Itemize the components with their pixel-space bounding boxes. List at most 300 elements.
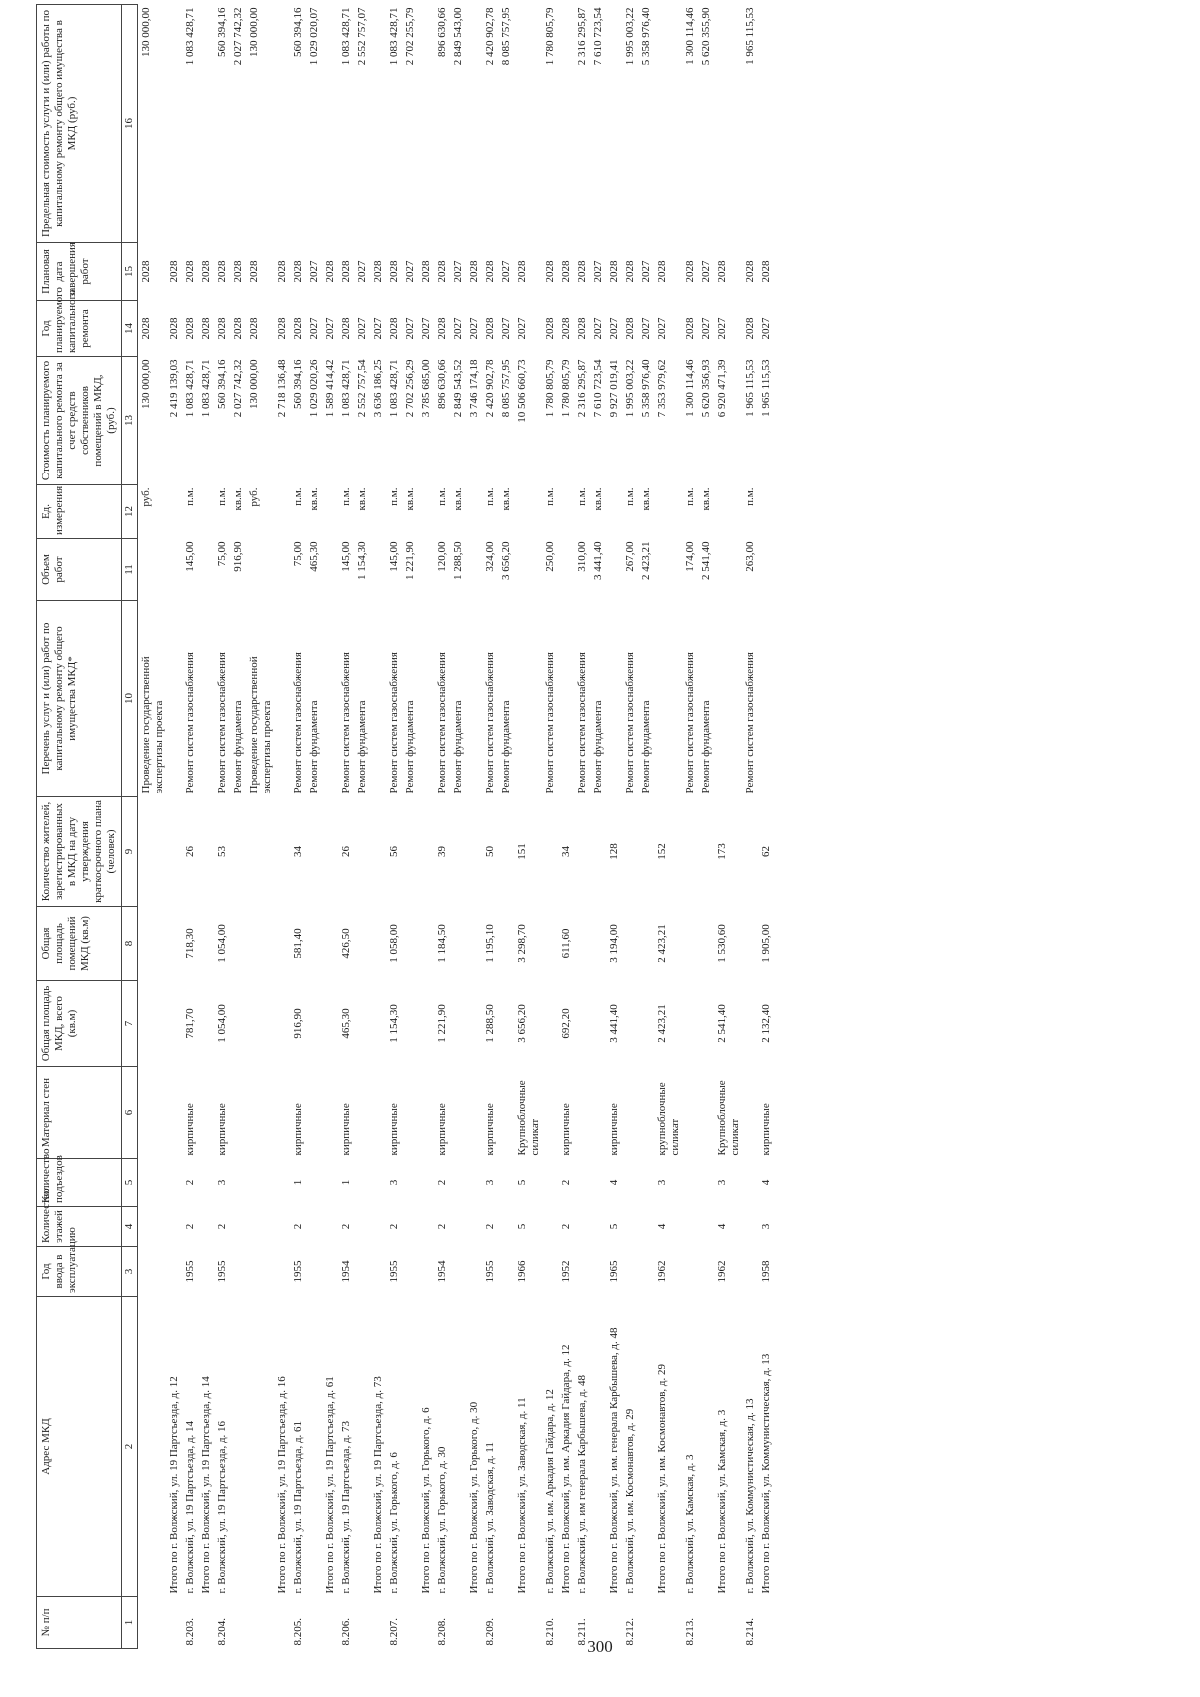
table-cell (699, 1297, 715, 1597)
table-cell: Ремонт систем газоснабжения (216, 652, 228, 794)
table-cell (323, 5, 339, 243)
table-cell (715, 1597, 743, 1649)
table-cell (543, 981, 559, 1067)
table-cell (355, 1247, 371, 1297)
table-cell (355, 981, 371, 1067)
table-cell (307, 1067, 323, 1159)
table-cell: 2027 (452, 317, 464, 340)
table-cell (743, 1207, 759, 1247)
table-cell (467, 1247, 483, 1297)
table-cell (275, 5, 291, 243)
table-cell: 2 423,21 (640, 541, 652, 580)
table-cell: 1 905,00 (760, 924, 772, 963)
table-cell: п.м. (684, 487, 696, 506)
table-cell: г. Волжский, ул. 19 Партсъезда, д. 61 (292, 1420, 304, 1594)
table-cell (231, 907, 247, 981)
table-cell: кв.м. (700, 487, 712, 511)
table-cell (419, 907, 435, 981)
table-row (543, 5, 559, 1649)
table-cell (467, 981, 483, 1067)
table-cell: руб. (140, 487, 152, 507)
table-cell: Итого по г. Волжский, ул. им. генерала Карбышева, д. 48 (608, 1327, 620, 1594)
table-cell: Крупноблочные силикат (516, 1080, 541, 1156)
table-cell: 2 (436, 1223, 448, 1230)
table-cell: 1 083 428,71 (340, 7, 352, 66)
table-cell: 5 (516, 1223, 528, 1230)
table-cell: 145,00 (340, 541, 352, 572)
table-cell (167, 1597, 183, 1649)
table-cell: 8.214. (744, 1618, 756, 1646)
table-cell: 2027 (716, 317, 728, 340)
table-cell (323, 1159, 339, 1207)
table-cell (759, 485, 775, 539)
table-cell (575, 1067, 591, 1159)
table-cell: кв.м. (404, 487, 416, 511)
table-cell: кв.м. (640, 487, 652, 511)
table-cell (591, 907, 607, 981)
table-cell: Ремонт систем газоснабжения (576, 652, 588, 794)
table-row (199, 5, 215, 1649)
table-cell (655, 485, 683, 539)
table-cell: Ремонт систем газоснабжения (744, 652, 756, 794)
table-row (451, 5, 467, 1649)
table-cell (275, 907, 291, 981)
table-cell: Итого по г. Волжский, ул. Заводская, д. 11 (516, 1397, 528, 1594)
header-cell: Год планируемого капитального ремонта (37, 301, 122, 357)
table-row (683, 5, 699, 1649)
table-cell: 3 (484, 1179, 496, 1186)
table-cell: 4 (760, 1179, 772, 1186)
table-row (167, 5, 183, 1649)
table-cell: 128 (608, 843, 620, 860)
header-row (37, 5, 122, 1649)
table-cell: 560 394,16 (216, 7, 228, 57)
table-cell: Итого по г. Волжский, ул. Камская, д. 3 (716, 1409, 728, 1594)
table-cell: Ремонт систем газоснабжения (684, 652, 696, 794)
table-cell: 3 194,00 (608, 924, 620, 963)
table-cell: 1 288,50 (484, 1004, 496, 1043)
table-cell (639, 1067, 655, 1159)
table-cell (451, 1247, 467, 1297)
header-cell: Количество жителей, зарегистрированных в МКД на дату утверждения краткосрочного плана (человек) (37, 797, 122, 907)
table-cell: 1 054,00 (216, 924, 228, 963)
table-cell: 2 (560, 1179, 572, 1186)
table-cell: 1 530,60 (716, 924, 728, 963)
table-cell (167, 485, 183, 539)
table-cell: 1 780 805,79 (560, 359, 572, 418)
table-cell (699, 981, 715, 1067)
header-cell: Общая площадь помещений МКД (кв.м) (37, 907, 122, 981)
table-cell: 2028 (484, 260, 496, 283)
header-cell: Материал стен (37, 1067, 122, 1159)
table-cell (199, 981, 215, 1067)
table-cell: 310,00 (576, 541, 588, 572)
table-cell (639, 1597, 655, 1649)
table-row (499, 5, 515, 1649)
table-cell (247, 1247, 275, 1297)
table-cell: п.м. (436, 487, 448, 506)
table-cell: кв.м. (500, 487, 512, 511)
table-cell: Ремонт фундамента (356, 700, 368, 794)
table-cell (467, 1597, 483, 1649)
column-number: 10 (122, 601, 138, 797)
table-cell (138, 1297, 168, 1597)
table-cell (167, 981, 183, 1067)
table-cell: руб. (248, 487, 260, 507)
column-number: 3 (122, 1247, 138, 1297)
table-cell (138, 1067, 168, 1159)
table-cell (467, 601, 483, 797)
column-number: 7 (122, 981, 138, 1067)
table-cell: п.м. (576, 487, 588, 506)
table-cell (451, 1297, 467, 1597)
table-cell (683, 1159, 699, 1207)
table-cell (231, 1159, 247, 1207)
column-number: 8 (122, 907, 138, 981)
table-cell: 2028 (744, 260, 756, 283)
table-cell: 1955 (184, 1260, 196, 1283)
table-cell: Ремонт фундамента (452, 700, 464, 794)
table-cell: 2 419 139,03 (168, 359, 180, 418)
table-cell (467, 539, 483, 601)
table-cell: Итого по г. Волжский, ул. Коммунистическая, д. 13 (760, 1353, 772, 1594)
table-cell: 173 (716, 843, 728, 860)
table-cell: 2028 (744, 317, 756, 340)
table-cell: 8.205. (292, 1618, 304, 1646)
table-cell: 2028 (544, 317, 556, 340)
table-cell (138, 981, 168, 1067)
table-cell (623, 1207, 639, 1247)
table-cell (467, 907, 483, 981)
table-cell: кв.м. (232, 487, 244, 511)
table-cell (167, 1247, 183, 1297)
table-cell (323, 1067, 339, 1159)
table-cell: Проведение государственной экспертизы проекта (140, 656, 165, 794)
table-cell (355, 797, 371, 907)
table-cell (451, 907, 467, 981)
table-cell: 3 785 685,00 (420, 359, 432, 418)
table-cell (451, 981, 467, 1067)
table-row (743, 5, 759, 1649)
table-cell: 2028 (560, 260, 572, 283)
table-cell (591, 1159, 607, 1207)
table-cell: 3 (760, 1223, 772, 1230)
table-cell (323, 539, 339, 601)
table-cell (759, 5, 775, 243)
table-cell (231, 1297, 247, 1597)
table-cell: 75,00 (292, 541, 304, 567)
table-cell (355, 1297, 371, 1597)
table-row (591, 5, 607, 1649)
table-cell: 130 000,00 (140, 359, 152, 409)
table-cell: 1962 (716, 1260, 728, 1283)
table-cell (451, 1207, 467, 1247)
table-cell: 3 (216, 1179, 228, 1186)
table-cell: 2028 (340, 317, 352, 340)
table-cell: п.м. (744, 487, 756, 506)
table-cell: 5 (516, 1179, 528, 1186)
table-cell: 2027 (452, 260, 464, 283)
header-cell: Стоимость планируемого капитального ремонта за счет средств собственников помещений в МКД, (руб.) (37, 357, 122, 485)
table-cell: 2028 (292, 317, 304, 340)
table-cell: 3 (388, 1179, 400, 1186)
table-cell (307, 1597, 323, 1649)
table-row (387, 5, 403, 1649)
table-cell: 8 085 757,95 (500, 359, 512, 418)
table-cell: 2028 (200, 260, 212, 283)
table-cell: 2 718 136,48 (276, 359, 288, 418)
table-cell (515, 1597, 543, 1649)
table-cell: 2028 (168, 260, 180, 283)
table-cell: 2028 (656, 260, 668, 283)
table-cell (231, 981, 247, 1067)
table-cell: 2027 (640, 317, 652, 340)
table-cell: 130 000,00 (140, 7, 152, 57)
table-cell: 581,40 (292, 928, 304, 959)
table-cell (323, 797, 339, 907)
table-cell: Ремонт фундамента (500, 700, 512, 794)
table-cell (467, 797, 483, 907)
table-cell: 2027 (308, 260, 320, 283)
table-cell: 1 965 115,53 (744, 359, 756, 417)
table-cell: 2027 (420, 317, 432, 340)
table-cell: 53 (216, 846, 228, 857)
table-cell: 2028 (468, 260, 480, 283)
table-cell: 3 636 186,25 (372, 359, 384, 418)
table-cell: 1 195,10 (484, 924, 496, 963)
table-cell: 2028 (140, 317, 152, 340)
table-cell: 2028 (624, 317, 636, 340)
table-cell: 2 420 902,78 (484, 7, 496, 66)
table-cell: Итого по г. Волжский, ул. 19 Партсъезда, д. 61 (324, 1376, 336, 1594)
table-row (183, 5, 199, 1649)
table-cell (275, 485, 291, 539)
table-row (231, 5, 247, 1649)
table-cell: крупноблочные силикат (656, 1082, 681, 1156)
table-cell: 2028 (388, 317, 400, 340)
table-cell (743, 1067, 759, 1159)
table-cell (499, 1597, 515, 1649)
table-cell: 2027 (324, 317, 336, 340)
table-cell (231, 1207, 247, 1247)
table-cell: 145,00 (388, 541, 400, 572)
table-cell: 75,00 (216, 541, 228, 567)
table-cell: 2027 (404, 260, 416, 283)
table-cell (199, 5, 215, 243)
table-cell: 2028 (420, 260, 432, 283)
table-cell (247, 1597, 275, 1649)
table-cell: 1955 (388, 1260, 400, 1283)
table-row (759, 5, 775, 1649)
repair-plan-table-area (36, 5, 1196, 1649)
table-cell: 130 000,00 (248, 7, 260, 57)
table-cell: 1962 (656, 1260, 668, 1283)
table-cell: 2027 (356, 317, 368, 340)
table-cell: 1 288,50 (452, 541, 464, 580)
table-cell (371, 5, 387, 243)
table-cell: 2027 (468, 317, 480, 340)
table-cell: 2027 (404, 317, 416, 340)
table-cell (451, 1067, 467, 1159)
column-number: 16 (122, 5, 138, 243)
table-cell (323, 981, 339, 1067)
table-cell: 916,90 (232, 541, 244, 572)
table-cell: 2 316 295,87 (576, 359, 588, 418)
table-cell: 2028 (436, 260, 448, 283)
table-cell (247, 539, 275, 601)
table-cell (575, 797, 591, 907)
table-cell (575, 1207, 591, 1247)
table-cell: 2 849 543,00 (452, 7, 464, 66)
table-cell: 1 083 428,71 (184, 7, 196, 66)
table-cell: 2 552 757,54 (356, 359, 368, 418)
table-cell (699, 1067, 715, 1159)
table-cell: 2 541,40 (716, 1004, 728, 1043)
column-number: 11 (122, 539, 138, 601)
header-cell: № п/п (37, 1597, 122, 1649)
table-cell (655, 539, 683, 601)
table-cell (715, 539, 743, 601)
table-cell: 1965 (608, 1260, 620, 1283)
table-cell: 2027 (592, 260, 604, 283)
table-cell (499, 1297, 515, 1597)
table-cell: 692,20 (560, 1008, 572, 1039)
table-cell: 1 083 428,71 (388, 7, 400, 66)
table-cell: 2 132,40 (760, 1004, 772, 1043)
table-cell (759, 539, 775, 601)
table-cell: 34 (560, 846, 572, 857)
table-cell: кирпичные (608, 1103, 620, 1156)
table-cell (591, 981, 607, 1067)
table-cell (699, 907, 715, 981)
table-row (699, 5, 715, 1649)
column-number: 15 (122, 243, 138, 301)
table-cell: 2028 (484, 317, 496, 340)
table-cell: 2027 (308, 317, 320, 340)
table-cell (199, 485, 215, 539)
table-cell: п.м. (216, 487, 228, 506)
header-cell: Ед. измерения (37, 485, 122, 539)
table-cell (467, 1067, 483, 1159)
table-cell: п.м. (624, 487, 636, 506)
table-cell (307, 1297, 323, 1597)
table-cell (371, 907, 387, 981)
table-cell: 1 780 805,79 (544, 359, 556, 418)
table-cell (743, 1247, 759, 1297)
table-cell (403, 907, 419, 981)
table-cell: 2028 (340, 260, 352, 283)
table-cell: 4 (716, 1223, 728, 1230)
table-row (655, 5, 683, 1649)
table-cell: 2 420 902,78 (484, 359, 496, 418)
table-cell: 7 353 979,62 (656, 359, 668, 418)
table-cell (699, 1247, 715, 1297)
table-cell: Ремонт фундамента (308, 700, 320, 794)
table-cell (607, 485, 623, 539)
table-cell (743, 981, 759, 1067)
table-cell: 1 083 428,71 (184, 359, 196, 418)
table-cell: Итого по г. Волжский, ул. 19 Партсъезда, д. 16 (276, 1376, 288, 1594)
table-cell (247, 1067, 275, 1159)
table-cell: 2 (436, 1179, 448, 1186)
header-cell: Количество этажей (37, 1207, 122, 1247)
table-cell: Ремонт систем газоснабжения (436, 652, 448, 794)
table-cell (355, 907, 371, 981)
table-cell (655, 5, 683, 243)
table-cell (451, 797, 467, 907)
table-cell (743, 797, 759, 907)
table-cell: г. Волжский, ул. 19 Партсъезда, д. 14 (184, 1420, 196, 1594)
table-cell: 151 (516, 843, 528, 860)
table-cell: 2 (216, 1223, 228, 1230)
table-cell (683, 1247, 699, 1297)
table-cell (559, 485, 575, 539)
table-cell (467, 485, 483, 539)
table-cell (683, 981, 699, 1067)
table-cell (419, 1597, 435, 1649)
table-cell (591, 1597, 607, 1649)
table-cell (699, 1597, 715, 1649)
table-cell (307, 981, 323, 1067)
table-row (575, 5, 591, 1649)
table-row (419, 5, 435, 1649)
table-cell: 1 589 414,42 (324, 359, 336, 418)
table-cell: 2028 (388, 260, 400, 283)
table-cell: 8.204. (216, 1618, 228, 1646)
table-row (403, 5, 419, 1649)
table-cell (759, 601, 775, 797)
table-cell: 3 (716, 1179, 728, 1186)
table-cell (167, 1067, 183, 1159)
table-cell: 2028 (608, 260, 620, 283)
table-cell: 1958 (760, 1260, 772, 1283)
table-cell (623, 797, 639, 907)
table-cell (699, 1207, 715, 1247)
table-cell: 8.212. (624, 1618, 636, 1646)
table-cell (323, 1597, 339, 1649)
table-cell: Ремонт систем газоснабжения (292, 652, 304, 794)
column-number: 6 (122, 1067, 138, 1159)
table-cell (371, 1207, 387, 1247)
table-cell: 2028 (232, 317, 244, 340)
table-cell: 560 394,16 (216, 359, 228, 409)
table-cell: 2028 (276, 260, 288, 283)
header-cell: Плановая дата завершения работ (37, 243, 122, 301)
table-cell: 250,00 (544, 541, 556, 572)
table-cell: г. Волжский, ул. им генерала Карбышева, д. 48 (576, 1374, 588, 1594)
table-row (435, 5, 451, 1649)
table-cell: 2 (340, 1223, 352, 1230)
table-cell: 560 394,16 (292, 359, 304, 409)
table-cell (575, 1247, 591, 1297)
table-cell: кирпичные (484, 1103, 496, 1156)
table-cell: 3 746 174,18 (468, 359, 480, 418)
table-row (355, 5, 371, 1649)
table-cell (559, 1597, 575, 1649)
table-cell: 2028 (436, 317, 448, 340)
table-cell: 2028 (184, 260, 196, 283)
table-cell (451, 1597, 467, 1649)
table-cell (543, 907, 559, 981)
table-cell: п.м. (544, 487, 556, 506)
table-cell (199, 1067, 215, 1159)
table-cell: 5 358 976,40 (640, 359, 652, 418)
table-cell (307, 1247, 323, 1297)
table-cell (499, 1067, 515, 1159)
table-cell: 2028 (576, 260, 588, 283)
table-cell (403, 981, 419, 1067)
table-cell: 1 054,00 (216, 1004, 228, 1043)
